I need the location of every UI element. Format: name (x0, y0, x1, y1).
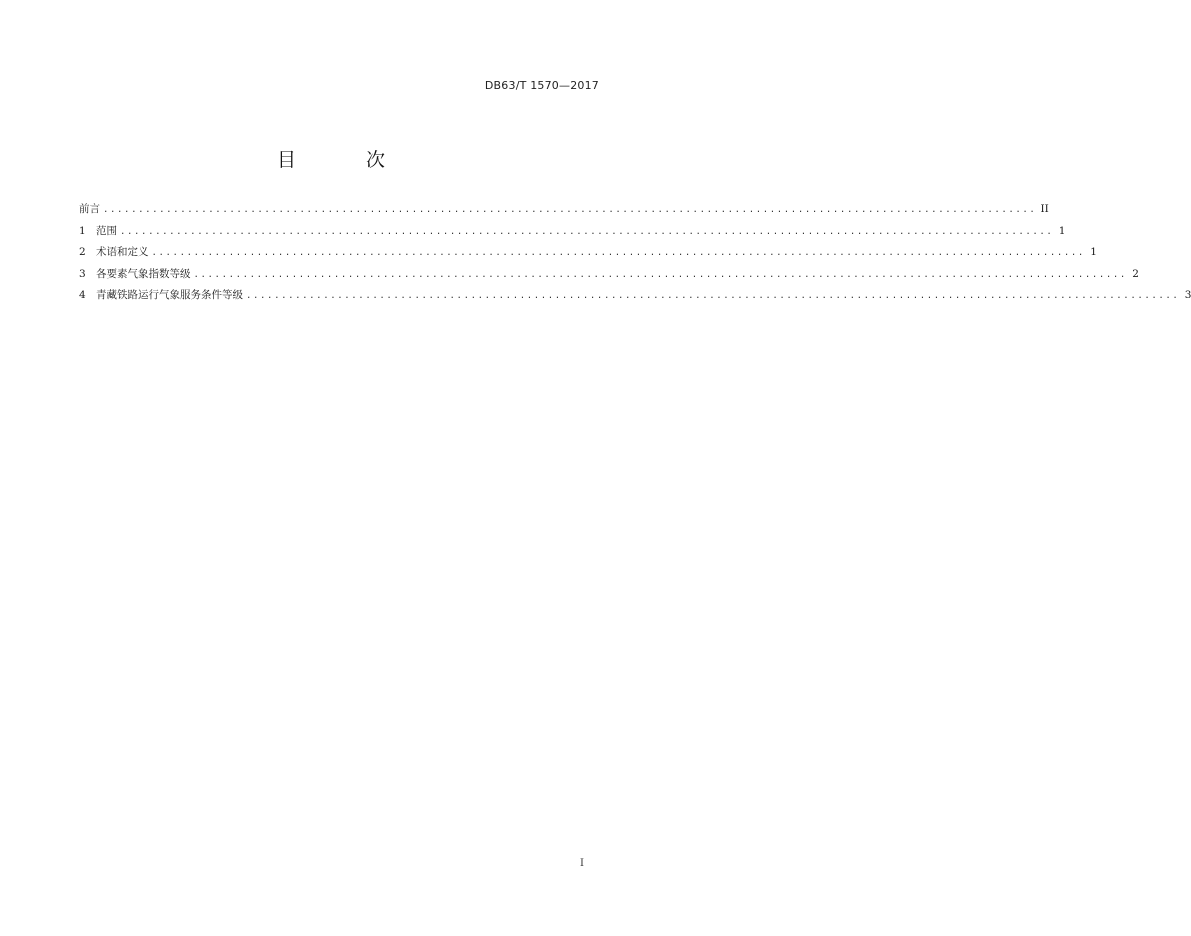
toc-entry-label: 术语和定义 (96, 246, 149, 258)
toc-dot-leader: ..................................................................................................................................... (193, 269, 1127, 280)
toc-dot-leader: ..................................................................................................................................... (103, 205, 1037, 215)
page-title: 目 次 (276, 149, 418, 171)
toc-entry-page: 1 (1058, 224, 1066, 237)
toc-entry-terms[interactable] (79, 242, 1097, 264)
toc-entry-number: 3 (79, 267, 86, 280)
toc-entry-label: 各要素气象指数等级 (96, 267, 191, 280)
table-of-contents (79, 199, 1191, 307)
toc-entry-label: 范围 (96, 224, 117, 237)
toc-entry-foreword[interactable] (79, 199, 1049, 221)
toc-entry-element-index-levels[interactable] (79, 264, 1139, 286)
toc-entry-number: 2 (79, 246, 86, 258)
toc-entry-scope[interactable] (79, 221, 1066, 243)
document-code: DB63/T 1570—2017 (484, 79, 599, 92)
toc-entry-number: 4 (79, 289, 86, 301)
toc-entry-page: 1 (1090, 246, 1097, 258)
toc-dot-leader: ..................................................................................................................................... (246, 291, 1180, 301)
toc-dot-leader: ..................................................................................................................................... (151, 248, 1085, 258)
toc-entry-page: 3 (1184, 289, 1191, 301)
toc-dot-leader: ..................................................................................................................................... (120, 226, 1054, 237)
toc-entry-label: 前言 (79, 203, 100, 215)
toc-entry-number: 1 (79, 224, 86, 237)
toc-entry-page: II (1040, 203, 1049, 215)
toc-entry-page: 2 (1132, 267, 1139, 280)
page-number: I (580, 858, 584, 869)
toc-entry-railway-service-levels[interactable] (79, 285, 1191, 307)
toc-entry-label: 青藏铁路运行气象服务条件等级 (96, 289, 243, 301)
